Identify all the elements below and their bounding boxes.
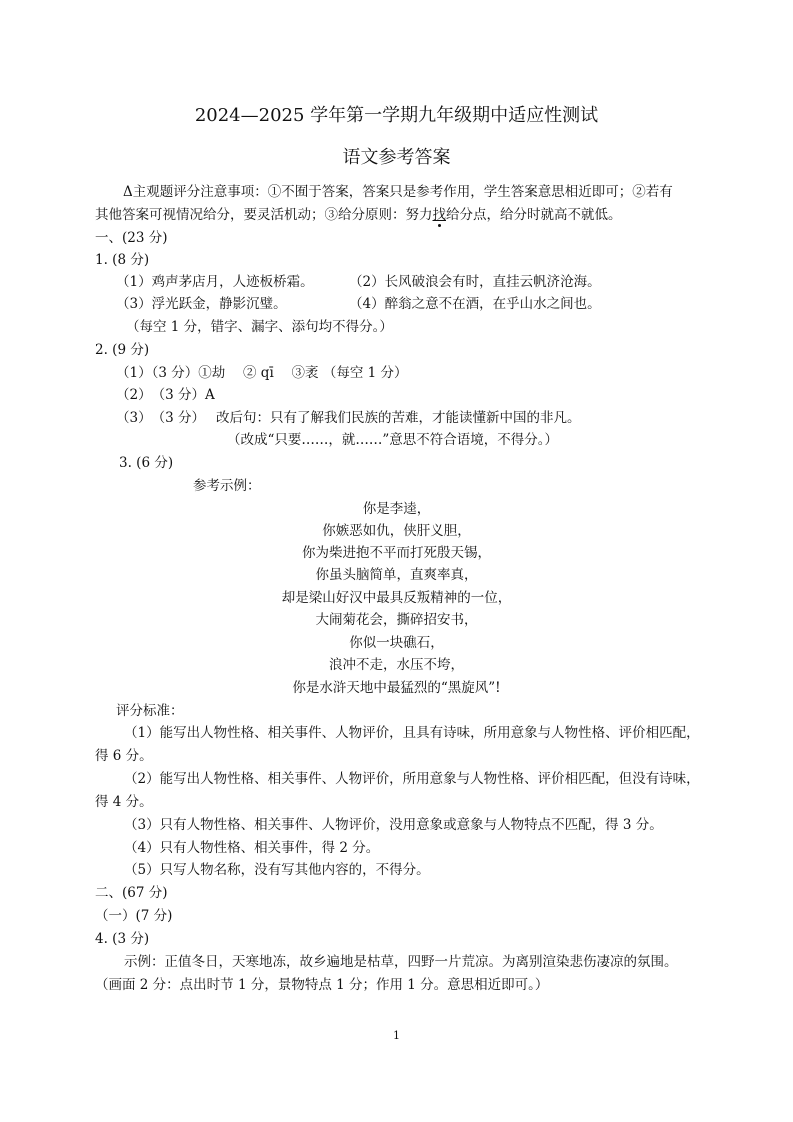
criteria-5: （5）只写人物名称，没有写其他内容的，不得分。 [124, 862, 430, 878]
poem-line: 你嫉恶如仇，侠肝义胆， [322, 523, 471, 539]
section-2-heading: 二、(67 分) [95, 885, 168, 901]
example-label: 参考示例： [193, 478, 261, 494]
criteria-2-cont: 得 4 分。 [95, 794, 153, 810]
q4-answer: 示例：正值冬日，天寒地冻，故乡遍地是枯草，四野一片荒凉。为离别渲染悲伤凄凉的氛围。 [124, 954, 678, 970]
poem-line: 你似一块礁石， [349, 635, 444, 651]
poem-line: 却是梁山好汉中最具反叛精神的一位， [281, 590, 512, 606]
q1-answer-2: （2）长风破浪会有时，直挂云帆济沧海。 [349, 274, 601, 290]
section-1-heading: 一、(23 分) [95, 230, 168, 246]
notes-text: 其他答案可视情况给分，要灵活机动；③给分原则：努力 [95, 207, 433, 223]
q1-answer-4: （4）醉翁之意不在酒，在乎山水之间也。 [349, 296, 601, 312]
poem-line: 大闹菊花会，撕碎招安书， [315, 612, 478, 628]
poem-line: 你是水浒天地中最猛烈的“黑旋风”! [292, 680, 501, 696]
q2-line-1: （1）（3 分）①劫 ② qī ③袤 （每空 1 分） [116, 365, 408, 381]
grading-notes-line-2 [95, 206, 622, 224]
q2-line-2: （2） （3 分）A [116, 387, 215, 403]
q4-scoring-note: （画面 2 分：点出时节 1 分，景物特点 1 分；作用 1 分。意思相近即可。） [95, 977, 549, 993]
page-number: 1 [393, 1029, 400, 1042]
q2-line-3: （3） （3 分） 改后句：只有了解我们民族的苦难，才能读懂新中国的非凡。 [116, 410, 581, 426]
poem-line: 你虽头脑简单，直爽率真， [315, 567, 478, 583]
question-1-heading: 1. (8 分) [95, 252, 150, 268]
poem-line: 浪冲不走，水压不垮， [329, 657, 464, 673]
q2-line-4: （改成“只要……，就……”意思不符合语境，不得分。） [227, 432, 559, 448]
question-4-heading: 4. (3 分) [95, 931, 150, 947]
q1-answer-3: （3）浮光跃金，静影沉璧。 [116, 296, 287, 312]
question-3-heading: 3. (6 分) [119, 455, 174, 471]
criteria-4: （4）只有人物性格、相关事件，得 2 分。 [124, 840, 380, 856]
notes-text: 给分点，给分时就高不就低。 [446, 207, 622, 223]
criteria-1: （1）能写出人物性格、相关事件、人物评价，且具有诗味，所用意象与人物性格、评价相匹配， [124, 725, 700, 741]
criteria-1-cont: 得 6 分。 [95, 748, 153, 764]
question-2-heading: 2. (9 分) [95, 342, 150, 358]
grading-notes-line-1: Δ主观题评分注意事项：①不囿于答案，答案只是参考作用，学生答案意思相近即可；②若有 [123, 184, 673, 200]
criteria-label: 评分标准： [116, 703, 184, 719]
emphasis-char: 找 [432, 207, 446, 223]
q1-note: （每空 1 分，错字、漏字、添句均不得分。） [126, 319, 393, 335]
page-subtitle: 语文参考答案 [342, 147, 451, 168]
poem-line: 你为柴进抱不平而打死殷天锡， [302, 545, 491, 561]
criteria-2: （2）能写出人物性格、相关事件、人物评价，所用意象与人物性格、评价相匹配，但没有诗味， [124, 771, 700, 787]
q1-answer-1: （1）鸡声茅店月，人迹板桥霜。 [116, 274, 314, 290]
poem-line: 你是李逵， [362, 501, 431, 517]
page-title: 2024—2025 学年第一学期九年级期中适应性测试 [194, 105, 599, 126]
criteria-3: （3）只有人物性格、相关事件、人物评价，没用意象或意象与人物特点不匹配，得 3 分。 [124, 817, 663, 833]
subsection-1-heading: （一）(7 分) [95, 908, 173, 924]
